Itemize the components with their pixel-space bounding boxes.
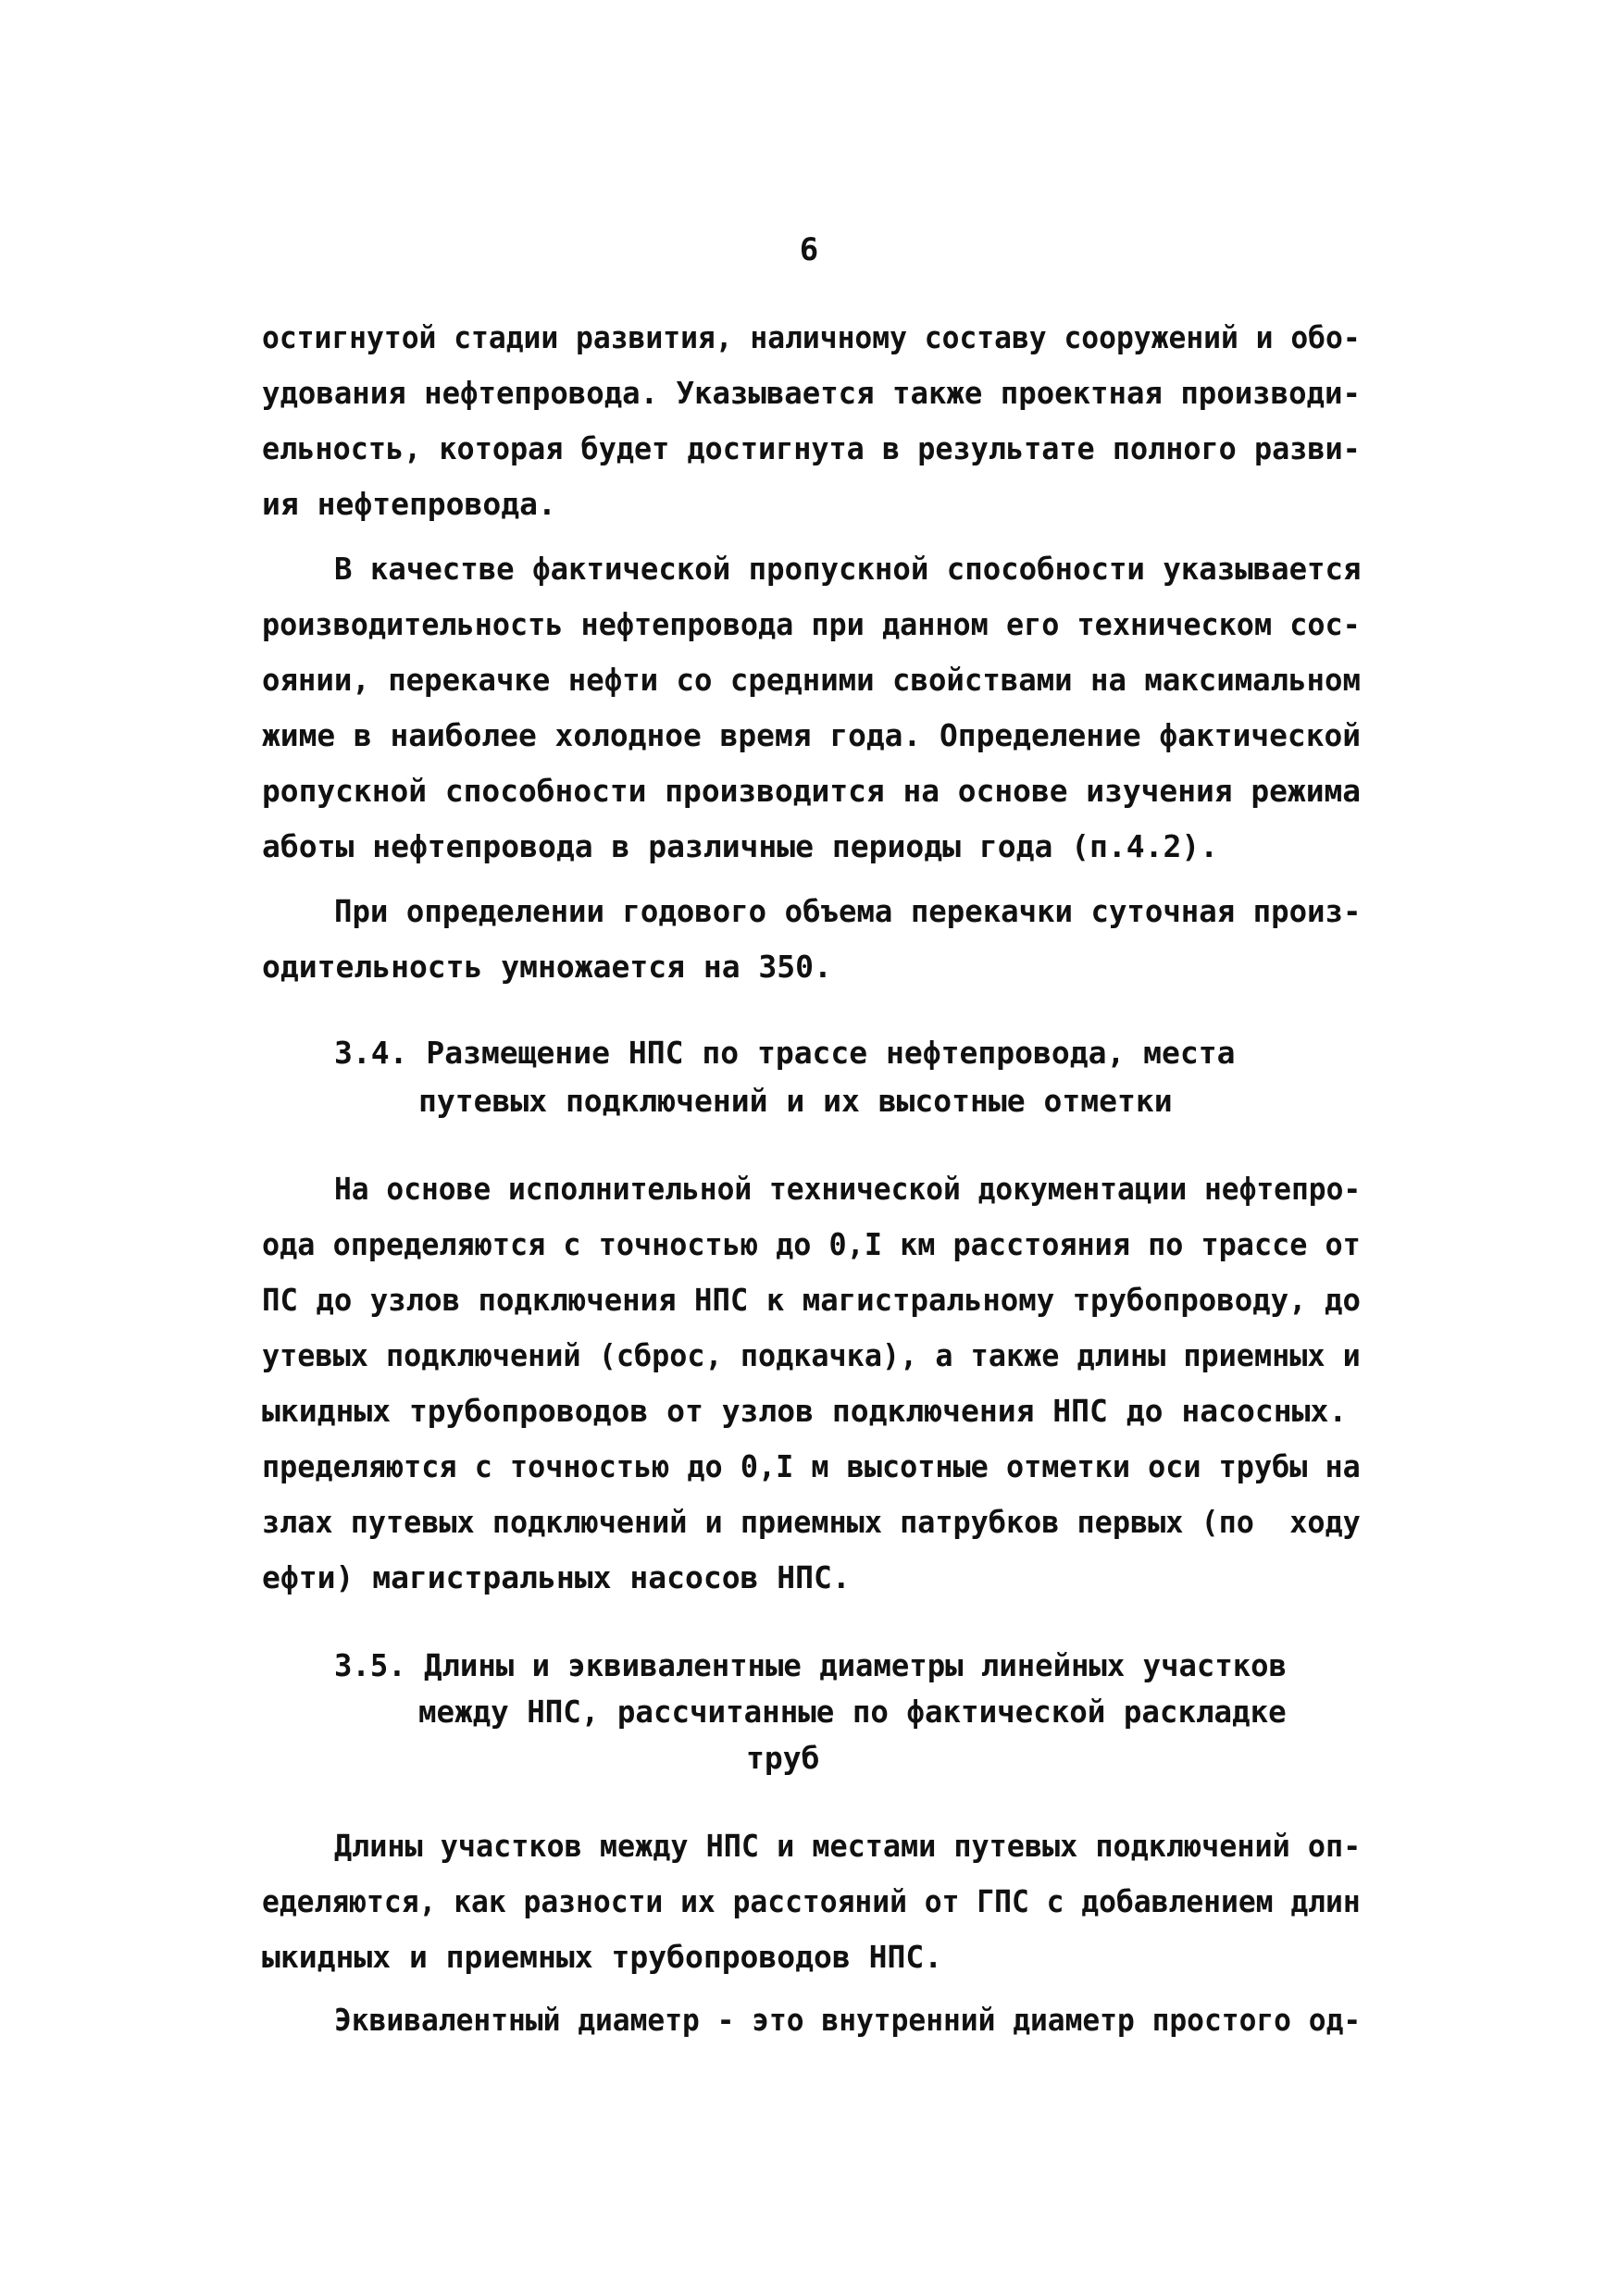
text-line: ода определяются с точностью до 0,I км расстояния по трассе от — [262, 1226, 1361, 1262]
page-number: 6 — [799, 231, 819, 268]
text-line: одительность умножается на 350. — [262, 949, 832, 985]
text-line: Эквивалентный диаметр - это внутренний диаметр простого од- — [334, 2002, 1362, 2038]
text-line: На основе исполнительной технической документации нефтепро- — [334, 1171, 1362, 1207]
text-line: оянии, перекачке нефти со средними свойствами на максимальном — [262, 662, 1361, 698]
heading-line: 3.5. Длины и эквивалентные диаметры линейных участков — [334, 1647, 1287, 1683]
text-line: остигнутой стадии развития, наличному составу сооружений и обо- — [262, 319, 1361, 355]
heading-line: путевых подключений и их высотные отметки — [418, 1083, 1173, 1119]
text-line: ропускной способности производится на основе изучения режима — [262, 773, 1362, 809]
text-line: пределяются с точностью до 0,I м высотные отметки оси трубы на — [262, 1448, 1361, 1484]
text-line: ыкидных трубопроводов от узлов подключения НПС до насосных. — [262, 1393, 1348, 1429]
text-line: Длины участков между НПС и местами путевых подключений оп- — [334, 1828, 1362, 1864]
text-line: ельность, которая будет достигнута в результате полного разви- — [262, 430, 1361, 466]
text-line: В качестве фактической пропускной способности указывается — [334, 551, 1362, 587]
text-line: ПС до узлов подключения НПС к магистральному трубопроводу, до — [262, 1282, 1361, 1318]
heading-line: 3.4. Размещение НПС по трассе нефтепровода, места — [334, 1035, 1236, 1071]
text-line: еделяются, как разности их расстояний от ГПС с добавлением длин — [262, 1883, 1361, 1919]
text-line: При определении годового объема перекачки суточная произ- — [334, 893, 1362, 929]
text-line: жиме в наиболее холодное время года. Определение фактической — [262, 717, 1362, 753]
text-line: роизводительность нефтепровода при данном его техническом сос- — [262, 606, 1361, 642]
text-line: удования нефтепровода. Указывается также проектная производи- — [262, 375, 1361, 411]
heading-line: между НПС, рассчитанные по фактической раскладке — [418, 1694, 1287, 1730]
text-line: ефти) магистральных насосов НПС. — [262, 1559, 851, 1595]
text-line: злах путевых подключений и приемных патрубков первых (по ходу — [262, 1504, 1361, 1540]
text-line: ыкидных и приемных трубопроводов НПС. — [262, 1939, 943, 1975]
text-line: ия нефтепровода. — [262, 486, 556, 522]
heading-line: труб — [746, 1740, 820, 1776]
text-line: утевых подключений (сброс, подкачка), а также длины приемных и — [262, 1337, 1361, 1373]
text-line: аботы нефтепровода в различные периоды года (п.4.2). — [262, 828, 1219, 864]
